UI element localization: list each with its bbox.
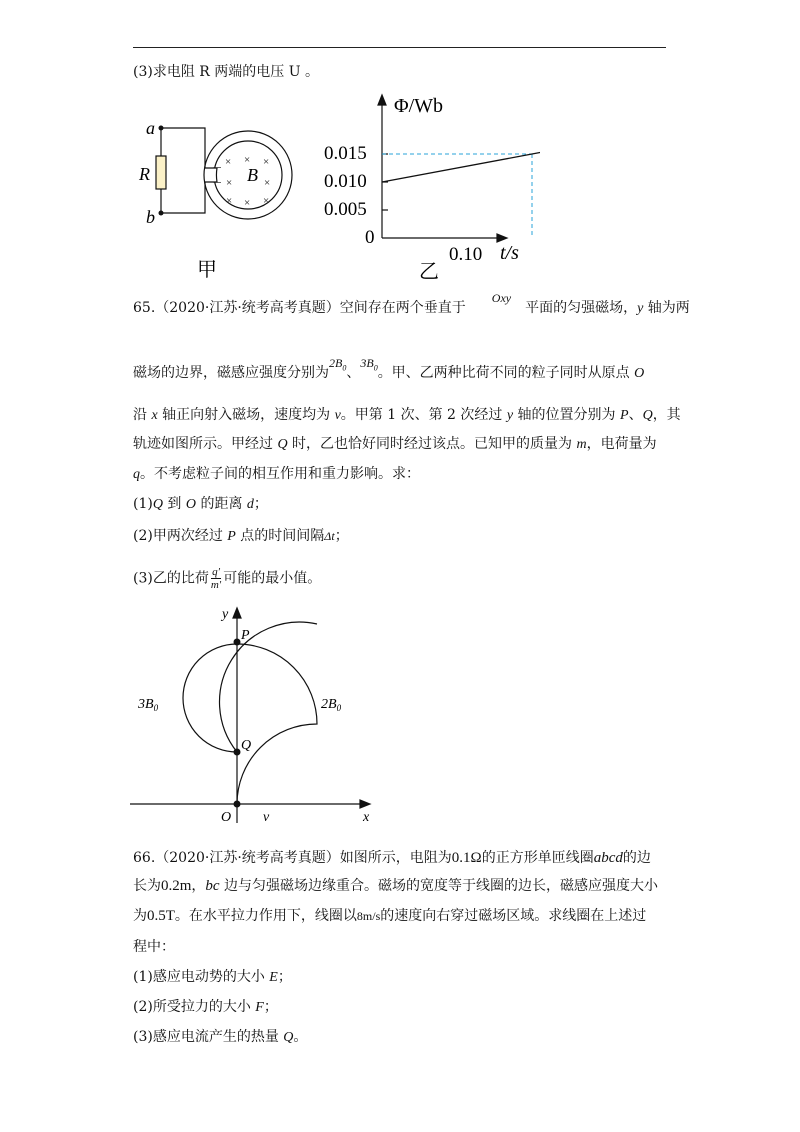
y-tick-0005: 0.005	[324, 199, 367, 220]
label-2B0: $2B_0$	[321, 697, 342, 713]
svg-text:×: ×	[264, 177, 271, 189]
point-Q	[234, 749, 241, 756]
label-3B0: $3B_0$	[138, 697, 159, 713]
label-R: R	[139, 164, 150, 184]
ratio-fraction: $\frac{q'}{m'}$	[210, 566, 222, 591]
q65-part2: (2)甲两次经过 P 点的时间间隔Δt；	[133, 528, 349, 544]
figure-trajectory	[130, 600, 390, 830]
q66-line2: 长为0.2m，bc 边与匀强磁场边缘重合。磁场的宽度等于线圈的边长，磁感应强度大小	[133, 878, 659, 894]
label-Q: Q	[241, 738, 252, 753]
y-tick-0: 0	[365, 227, 375, 248]
point-P	[234, 639, 241, 646]
q66-line3: 为0.5T。在水平拉力作用下，线圈以8m/s的速度向右穿过磁场区域。求线圈在上述过	[133, 908, 647, 924]
q66-part2: (2)所受拉力的大小 F；	[133, 999, 278, 1015]
label-O: O	[221, 810, 232, 825]
svg-text:×: ×	[263, 195, 270, 207]
b-3b0: $3B_0$	[360, 356, 378, 373]
y-tick-0010: 0.010	[324, 171, 367, 192]
q66-part1: (1)感应电动势的大小 E；	[133, 969, 292, 985]
b-2b0: $2B_0$	[329, 356, 347, 373]
label-a: a	[146, 118, 155, 138]
q65-line2: 磁场的边界，磁感应强度分别为$2B_0$、$3B_0$。甲、乙两种比荷不同的粒子同时从原点 O	[133, 356, 645, 381]
caption-jia: 甲	[197, 259, 217, 280]
q64-part3: (3)求电阻 R 两端的电压 U 。	[133, 64, 319, 80]
x-axis-label: x	[363, 810, 370, 825]
x-axis-label: t/s	[500, 242, 519, 264]
figure-yi-chart	[320, 88, 540, 283]
svg-text:×: ×	[226, 195, 233, 207]
q66-part3: (3)感应电流产生的热量 Q。	[133, 1029, 308, 1045]
y-axis-label: y	[222, 607, 229, 622]
series-line-0	[382, 143, 540, 182]
svg-text:×: ×	[244, 154, 251, 166]
q65-line3: 沿 x 轴正向射入磁场，速度均为 v。甲第 1 次、第 2 次经过 y 轴的位置分别为 P、Q，其	[133, 407, 681, 423]
trajectory-arcs	[183, 622, 317, 804]
figure-jia	[133, 110, 313, 280]
point-O	[234, 801, 241, 808]
q65-part3: (3)乙的比荷 $\frac{q'}{m'}$ 可能的最小值。	[133, 566, 322, 591]
y-tick-0015: 0.015	[324, 143, 367, 164]
q65-line5: q。不考虑粒子间的相互作用和重力影响。求：	[133, 466, 420, 482]
svg-text:×: ×	[226, 177, 233, 189]
q65-line1: 65.（2020·江苏·统考高考真题）空间存在两个垂直于Oxy平面的匀强磁场，y 轴为两	[133, 291, 690, 316]
oxy-symbol: Oxy	[491, 291, 512, 305]
header-rule	[133, 47, 666, 48]
q66-line1: 66.（2020·江苏·统考高考真题）如图所示，电阻为0.1Ω的正方形单匝线圈abcd的边	[133, 850, 651, 866]
label-B: B	[247, 165, 258, 185]
q65-part1: (1)Q 到 O 的距离 d；	[133, 496, 268, 512]
svg-text:×: ×	[225, 156, 232, 168]
q65-line4: 轨迹如图所示。甲经过 Q 时，乙也恰好同时经过该点。已知甲的质量为 m，电荷量为	[133, 436, 657, 452]
label-v: v	[263, 810, 270, 825]
y-axis-label: Φ/Wb	[394, 95, 444, 117]
label-b: b	[146, 207, 155, 227]
q66-line4: 程中：	[133, 939, 175, 955]
terminal-b	[159, 211, 164, 216]
svg-text:×: ×	[263, 156, 270, 168]
label-P: P	[241, 628, 250, 643]
x-tick-010: 0.10	[449, 244, 483, 265]
svg-text:×: ×	[244, 197, 251, 209]
terminal-a	[159, 126, 164, 131]
caption-yi: 乙	[419, 261, 439, 283]
